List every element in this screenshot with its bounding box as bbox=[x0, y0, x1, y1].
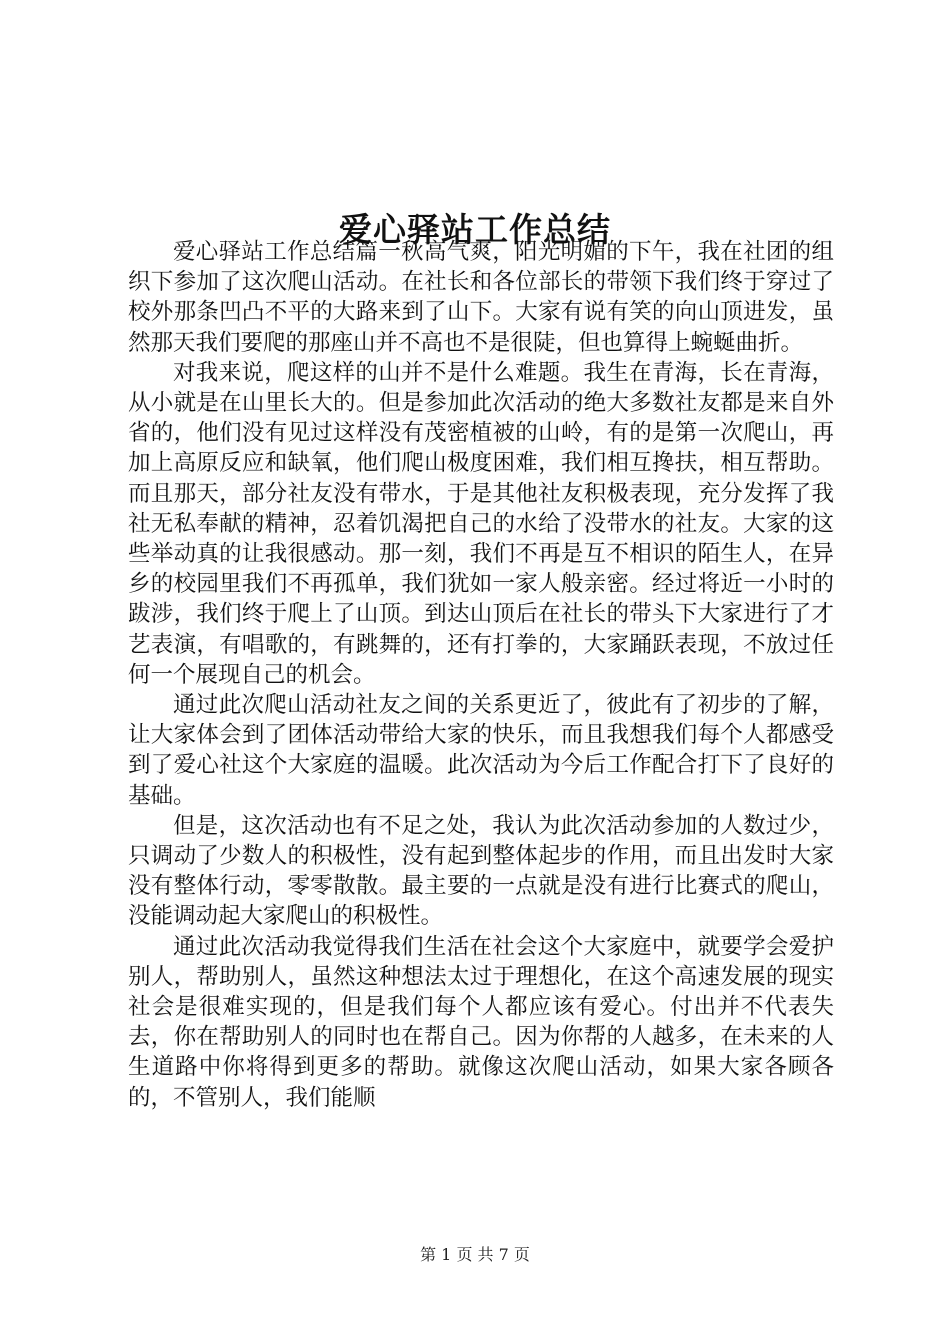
paragraph-2: 对我来说，爬这样的山并不是什么难题。我生在青海，长在青海，从小就是在山里长大的。但是参加此次活动的绝大多数社友都是来自外省的，他们没有见过这样没有茂密植被的山岭，有的是第一次爬山，再加上高原反应和缺氧，他们爬山极度困难，我们相互搀扶，相互帮助。而且那天，部分社友没有带水，于是其他社友积极表现，充分发挥了我社无私奉献的精神，忍着饥渴把自己的水给了没带水的社友。大家的这些举动真的让我很感动。那一刻，我们不再是互不相识的陌生人，在异乡的校园里我们不再孤单，我们犹如一家人般亲密。经过将近一小时的跋涉，我们终于爬上了山顶。到达山顶后在社长的带头下大家进行了才艺表演，有唱歌的，有跳舞的，还有打拳的，大家踊跃表现，不放过任何一个展现自己的机会。 bbox=[128, 359, 834, 688]
paragraph-1: 爱心驿站工作总结篇一秋高气爽，阳光明媚的下午，我在社团的组织下参加了这次爬山活动。在社长和各位部长的带领下我们终于穿过了校外那条凹凸不平的大路来到了山下。大家有说有笑的向山顶进发，虽然那天我们要爬的那座山并不高也不是很陡，但也算得上蜿蜒曲折。 bbox=[128, 239, 834, 356]
paragraph-4: 但是，这次活动也有不足之处，我认为此次活动参加的人数过少，只调动了少数人的积极性，没有起到整体起步的作用，而且出发时大家没有整体行动，零零散散。最主要的一点就是没有进行比赛式的爬山，没能调动起大家爬山的积极性。 bbox=[128, 812, 834, 930]
document-body bbox=[128, 237, 834, 1113]
page-number-footer: 第 1 页 共 7 页 bbox=[420, 1245, 530, 1264]
paragraph-5: 通过此次活动我觉得我们生活在社会这个大家庭中，就要学会爱护别人，帮助别人，虽然这种想法太过于理想化，在这个高速发展的现实社会是很难实现的，但是我们每个人都应该有爱心。付出并不代表失去，你在帮助别人的同时也在帮自己。因为你帮的人越多，在未来的人生道路中你将得到更多的帮助。就像这次爬山活动，如果大家各顾各的，不管别人，我们能顺 bbox=[128, 933, 834, 1111]
page-title: 爱心驿站工作总结 bbox=[339, 210, 611, 250]
paragraph-3: 通过此次爬山活动社友之间的关系更近了，彼此有了初步的了解，让大家体会到了团体活动带给大家的快乐，而且我想我们每个人都感受到了爱心社这个大家庭的温暖。此次活动为今后工作配合打下了良好的基础。 bbox=[128, 692, 834, 809]
